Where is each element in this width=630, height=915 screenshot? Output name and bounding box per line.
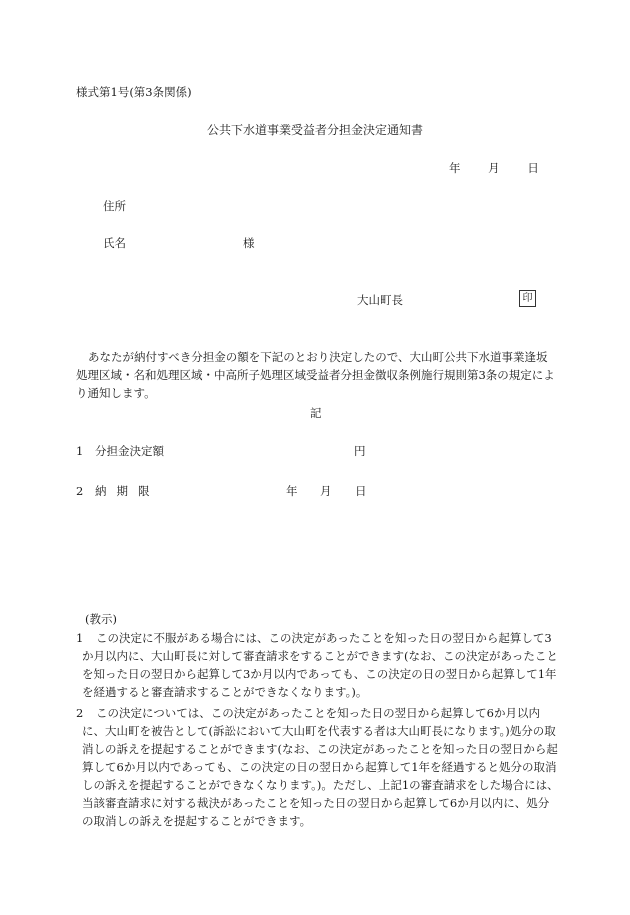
seal-mark: 印 (519, 290, 536, 307)
note-number: 2 (76, 706, 84, 720)
due-year: 年 (286, 484, 298, 498)
instruction-heading: (教示) (85, 612, 117, 626)
honorific: 様 (243, 236, 255, 250)
due-month: 月 (320, 484, 332, 498)
document-title: 公共下水道事業受益者分担金決定通知書 (206, 123, 423, 137)
item-label-due-date: 納期限 (95, 484, 160, 498)
note-number: 1 (76, 631, 84, 645)
date-day: 日 (527, 161, 539, 175)
notice-body: あなたが納付すべき分担金の額を下記のとおり決定したので、大山町公共下水道事業逢坂処理区域・名和処理区域・中高所子処理区域受益者分担金徴収条例施行規則第3条の規定により通知します。 (76, 350, 555, 400)
address-label: 住所 (103, 199, 126, 213)
name-label: 氏名 (103, 236, 126, 250)
note-text: この決定に不服がある場合には、この決定があったことを知った日の翌日から起算して3か月以内に、大山町長に対して審査請求をすることができます(なお、この決定があったことを知った日の翌日から起算して3か月以内であっても、この決定の日の翌日から起算して1年を経過すると審査請求することができなくなります。)。 (82, 631, 558, 699)
item-number: 2 (76, 484, 84, 498)
due-day: 日 (355, 484, 367, 498)
instruction-note (76, 629, 560, 701)
date-year: 年 (449, 161, 461, 175)
date-month: 月 (488, 161, 500, 175)
item-unit-yen: 円 (354, 444, 366, 458)
issue-date (449, 160, 539, 176)
item-number: 1 (76, 444, 84, 458)
form-label: 様式第1号(第3条関係) (76, 85, 192, 99)
ki-heading: 記 (310, 406, 322, 420)
note-text: この決定については、この決定があったことを知った日の翌日から起算して6か月以内に、大山町を被告として(訴訟において大山町を代表する者は大山町長になります。)処分の取消しの訴えを提起することができます(なお、この決定があったことを知った日の翌日から起算して6か月以内であっても、この決定の日の翌日から起算して1年を経過すると処分の取消しの訴えを提起することができなくなります。)。ただし、上記1の審査請求をした場合には、当該審査請求に対する裁決があったことを知った日の翌日から起算して6か月以内に、処分の取消しの訴えを提起することができます。 (82, 706, 559, 828)
item-label-amount: 分担金決定額 (95, 444, 164, 458)
instruction-note (76, 704, 560, 830)
issuer-name: 大山町長 (357, 293, 403, 307)
